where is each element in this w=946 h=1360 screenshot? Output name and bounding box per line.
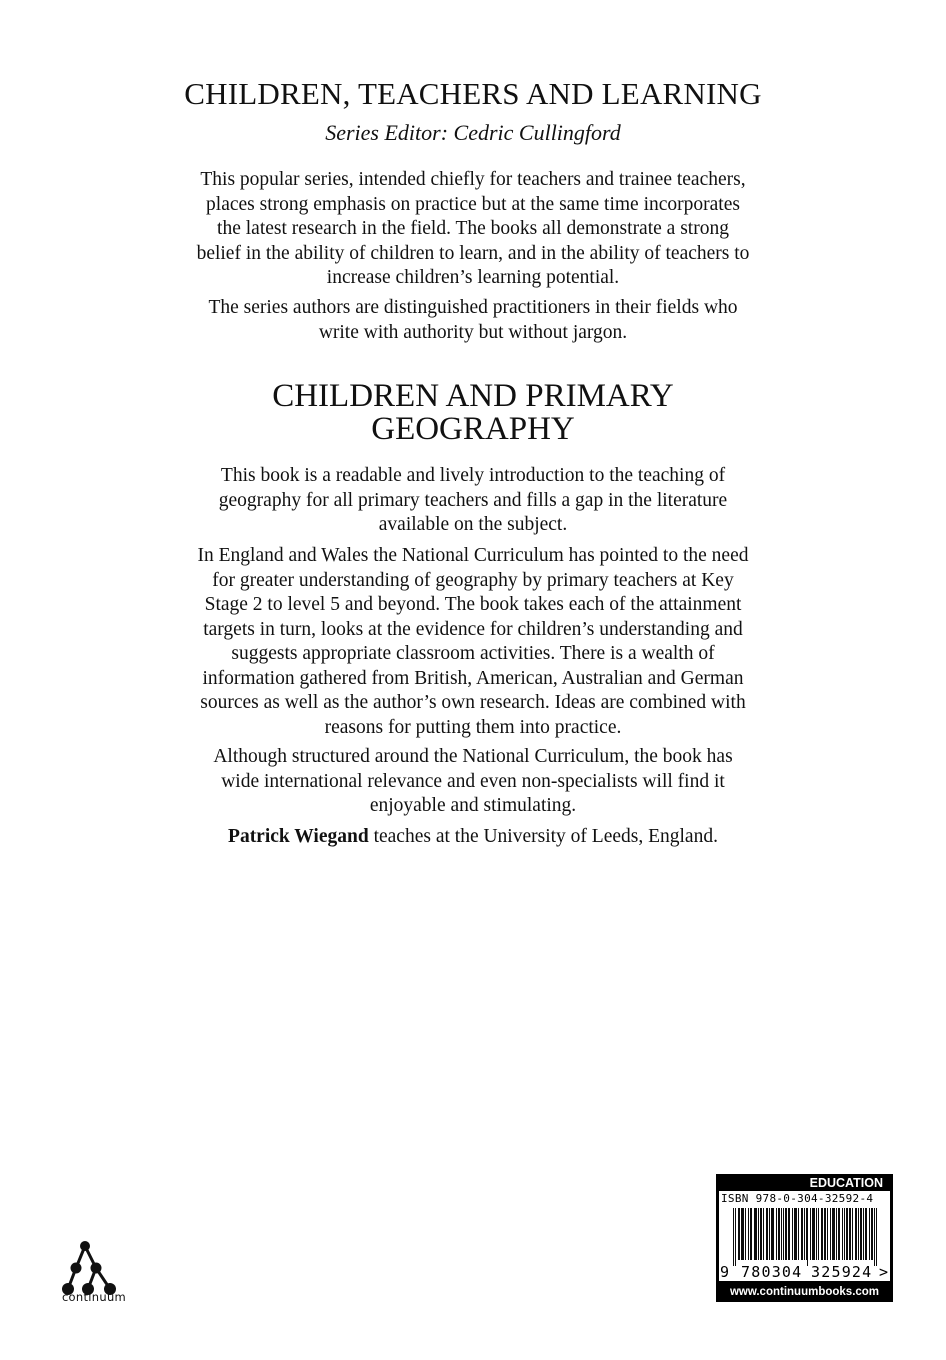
barcode-bar [741, 1208, 742, 1260]
barcode-bar [842, 1208, 843, 1260]
barcode-bar [751, 1208, 752, 1260]
barcode-bar [796, 1208, 797, 1260]
barcode-bar [785, 1208, 786, 1260]
book-description: In England and Wales the National Curriculum has pointed to the need for greater understanding of geography by primary teachers at Key Stage 2 to level 5 and beyond. The book takes each of the attainment targets in turn, looks at the evidence for children’s understanding and suggests appropriate classroom activities. There is a wealth of information gathered from British, American, Australian and German sources as well as the author’s own research. Ideas are combined with reasons for putting them into practice. [197, 545, 749, 738]
series-authors-note: The series authors are distinguished practitioners in their fields who write with authority but without jargon. [208, 297, 738, 343]
barcode-bar [794, 1208, 795, 1260]
series-title: CHILDREN, TEACHERS AND LEARNING [184, 76, 762, 111]
barcode-bar [818, 1208, 819, 1260]
barcode-bar [807, 1208, 808, 1266]
barcode-bar [832, 1208, 833, 1260]
series-description: This popular series, intended chiefly for teachers and trainee teachers, places strong emphasis on practice but at the same time incorporates the latest research in the field. The books all demonstrate a strong belief in the ability of children to learn, and in the ability of teachers to increase children’s learning potential. [196, 169, 750, 288]
isbn-text: ISBN 978-0-304-32592-4 [721, 1192, 874, 1205]
barcode-bar [824, 1208, 825, 1260]
barcode-quiet-zone-marker: > [879, 1263, 889, 1281]
barcode-bar [742, 1208, 743, 1260]
series-editor: Series Editor: Cedric Cullingford [325, 120, 621, 145]
barcode-bar [871, 1208, 872, 1260]
barcode-bar [789, 1208, 790, 1260]
barcode-bar [855, 1208, 856, 1260]
barcode-bar [769, 1208, 770, 1260]
barcode-bar [814, 1208, 815, 1260]
barcode-bar [813, 1208, 814, 1260]
barcode-bar [838, 1208, 839, 1260]
barcode-bar [874, 1208, 875, 1266]
barcode-bar [743, 1208, 744, 1260]
barcode-bar [863, 1208, 864, 1260]
barcode-bar [876, 1208, 877, 1266]
barcode-bar [844, 1208, 845, 1260]
book-title-line-2: GEOGRAPHY [371, 411, 575, 447]
barcode-bar [798, 1208, 799, 1260]
barcode-bar [771, 1208, 772, 1260]
barcode-bar [778, 1208, 779, 1260]
barcode-bar [849, 1208, 850, 1260]
barcode-bar [767, 1208, 768, 1260]
author-bio [193, 825, 753, 850]
barcode-bar [830, 1208, 831, 1260]
barcode-icon [719, 1191, 890, 1281]
barcode-digits-right: 325924 [811, 1263, 873, 1281]
barcode-bar [866, 1208, 867, 1260]
barcode-bar [754, 1208, 755, 1260]
barcode-bar [788, 1208, 789, 1260]
barcode-bar [869, 1208, 870, 1260]
barcode-bar [822, 1208, 823, 1260]
barcode-bar [779, 1208, 780, 1260]
barcode-bar [846, 1208, 847, 1260]
barcode-bar [783, 1208, 784, 1260]
barcode-bar [761, 1208, 762, 1260]
author-bio-text: teaches at the University of Leeds, England. [368, 826, 718, 847]
barcode-bar [850, 1208, 851, 1260]
barcode-bar [766, 1208, 767, 1260]
barcode-bar [735, 1208, 736, 1266]
barcode-bar [763, 1208, 764, 1260]
publisher-url: www.continuumbooks.com [729, 1286, 880, 1298]
barcode-bar [827, 1208, 828, 1260]
book-intro: This book is a readable and lively introduction to the teaching of geography for all primary teachers and fills a gap in the literature available on the subject. [218, 465, 728, 535]
barcode-bar [758, 1208, 759, 1260]
barcode-bar [750, 1208, 751, 1260]
barcode-bar [847, 1208, 848, 1260]
barcode-bar [858, 1208, 859, 1260]
book-relevance: Although structured around the National Curriculum, the book has wide international relevance and even non-specialists will find it enjoyable and stimulating. [213, 746, 733, 816]
barcode-bar [733, 1208, 734, 1266]
barcode-bar [795, 1208, 796, 1260]
book-title-line-1: CHILDREN AND PRIMARY [272, 378, 674, 414]
barcode-bar [810, 1208, 811, 1260]
barcode-bar [738, 1208, 739, 1260]
barcode-bar [745, 1208, 746, 1260]
barcode-bar [833, 1208, 834, 1260]
barcode-bar [825, 1208, 826, 1260]
barcode-bar [812, 1208, 813, 1260]
barcode-bar [852, 1208, 853, 1260]
barcode-bar [839, 1208, 840, 1260]
barcode-bar [865, 1208, 866, 1260]
barcode-bar [802, 1208, 803, 1260]
barcode-bar [856, 1208, 857, 1260]
barcode-bar [801, 1208, 802, 1260]
barcode-bar [792, 1208, 793, 1260]
barcode-panel [716, 1174, 893, 1302]
book-title [0, 380, 946, 446]
barcode-area [719, 1191, 890, 1281]
barcode-bar [756, 1208, 757, 1260]
barcode-category: EDUCATION [809, 1176, 883, 1190]
barcode-digit-first: 9 [720, 1263, 730, 1281]
barcode-bar [816, 1208, 817, 1260]
barcode-bar [776, 1208, 777, 1260]
barcode-bar [781, 1208, 782, 1260]
barcode-bar [773, 1208, 774, 1260]
barcode-bar [804, 1208, 805, 1260]
barcode-bar [821, 1208, 822, 1260]
barcode-bar [748, 1208, 749, 1260]
barcode-bar [872, 1208, 873, 1260]
barcode-bar [786, 1208, 787, 1260]
barcode-bar [806, 1208, 807, 1260]
barcode-bar [772, 1208, 773, 1260]
barcode-bar [834, 1208, 835, 1260]
barcode-bar [755, 1208, 756, 1260]
publisher-name: continuum [61, 1290, 127, 1304]
barcode-bar [739, 1208, 740, 1260]
barcode-bar [860, 1208, 861, 1260]
barcode-bar [760, 1208, 761, 1260]
author-name: Patrick Wiegand [228, 826, 369, 847]
barcode-digits-left: 780304 [741, 1263, 803, 1281]
barcode-bar [836, 1208, 837, 1260]
barcode-bar [861, 1208, 862, 1260]
